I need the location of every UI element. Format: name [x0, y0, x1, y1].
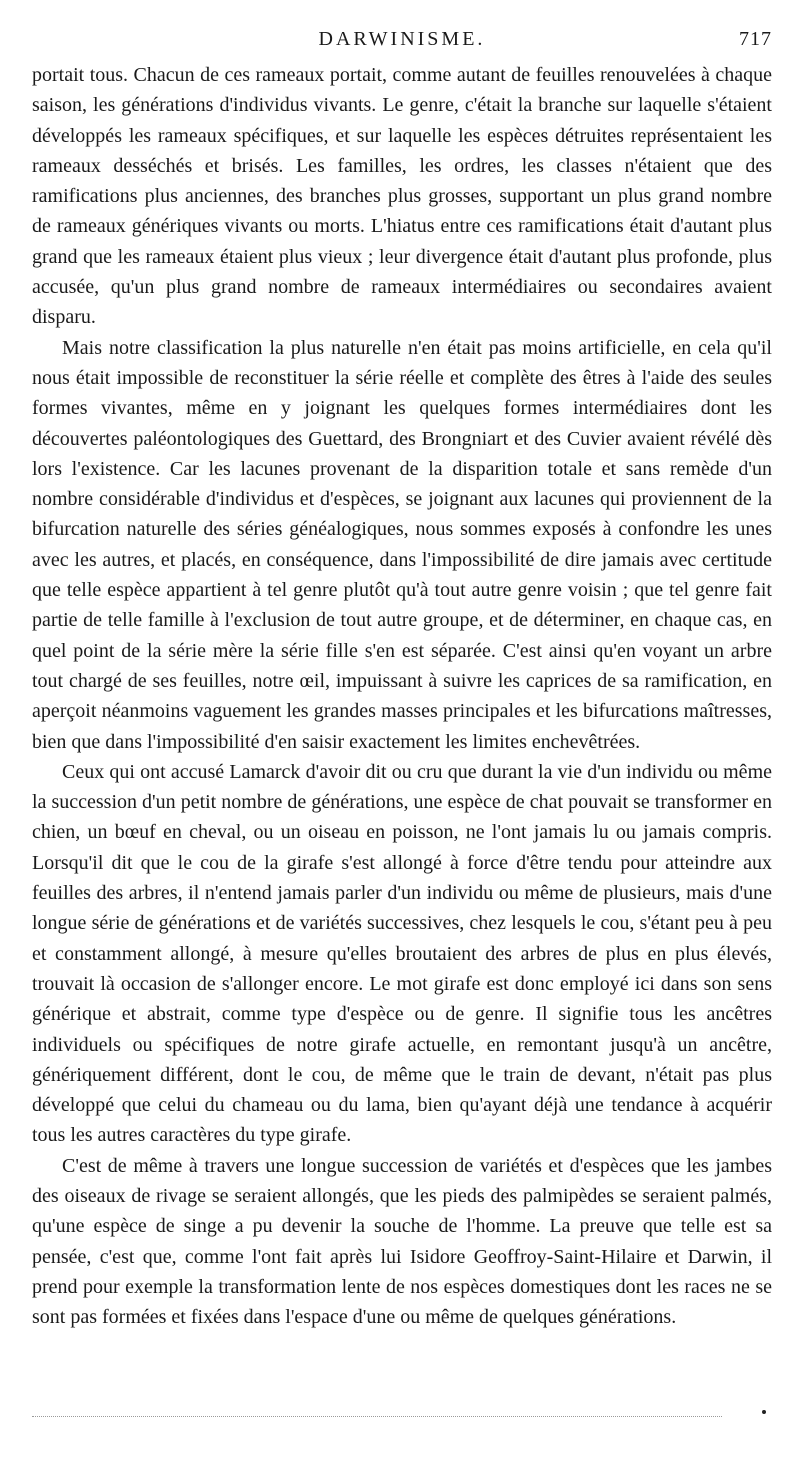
running-head-title: DARWINISME.	[318, 28, 486, 50]
book-page	[32, 28, 772, 1332]
ink-speck	[762, 1410, 766, 1414]
bottom-bleed-rule	[32, 1416, 722, 1417]
running-head	[32, 28, 772, 54]
paragraph-3: Ceux qui ont accusé Lamarck d'avoir dit ou cru que durant la vie d'un individu ou même la succession d'un petit nombre de générations, une espèce de chat pouvait se transformer en chien, un bœuf en cheval, ou un oiseau en poisson, ne l'ont jamais lu ou jamais compris. Lorsqu'il dit que le cou de la girafe s'est allongé à force d'être tendu pour atteindre aux feuilles des arbres, il n'entend jamais parler d'un individu ou même de plusieurs, mais d'une longue série de générations et de variétés successives, chez lesquels le cou, s'étant peu à peu et constamment allongé, à mesure qu'elles broutaient des arbres de plus en plus élevés, trouvait là occasion de s'allonger encore. Le mot girafe est donc employé ici dans son sens générique et abstrait, comme type d'espèce ou de genre. Il signifie tous les ancêtres individuels ou spécifiques de notre girafe actuelle, en remontant jusqu'à un ancêtre, génériquement différent, dont le cou, de même que le train de devant, n'était pas plus développé que celui du chameau ou du lama, bien qu'ayant déjà une tendance à acquérir tous les autres caractères du type girafe.	[32, 760, 772, 1147]
paragraph-1: portait tous. Chacun de ces rameaux portait, comme autant de feuilles renouvelées à chaque saison, les générations d'individus vivants. Le genre, c'était la branche sur laquelle s'étaient développés les rameaux spécifiques, et sur laquelle les espèces détruites représentaient les rameaux desséchés et brisés. Les familles, les ordres, les classes n'étaient que des ramifications plus anciennes, des branches plus grosses, supportant un plus grand nombre de rameaux génériques vivants ou morts. L'hiatus entre ces ramifications était d'autant plus grand que les rameaux étaient plus vieux ; leur divergence était d'autant plus profonde, plus accusée, qu'un plus grand nombre de rameaux intermédiaires ou secondaires avaient disparu.	[32, 64, 772, 329]
paragraph-4: C'est de même à travers une longue succession de variétés et d'espèces que les jambes des oiseaux de rivage se seraient allongés, que les pieds des palmipèdes se seraient palmés, qu'une espèce de singe a pu devenir la souche de l'homme. La preuve que telle est sa pensée, c'est que, comme l'ont fait après lui Isidore Geoffroy-Saint-Hilaire et Darwin, il prend pour exemple la transformation lente de nos espèces domestiques dont les races ne se sont pas formées et fixées dans l'espace d'une ou même de quelques générations.	[32, 1154, 772, 1329]
paragraph-2: Mais notre classification la plus naturelle n'en était pas moins artificielle, en cela qu'il nous était impossible de reconstituer la série réelle et complète des êtres à l'aide des seules formes vivantes, même en y joignant les quelques formes intermédiaires dont les découvertes paléontologiques des Guettard, des Brongniart et des Cuvier avaient révélé dès lors l'existence. Car les lacunes provenant de la disparition totale et sans remède d'un nombre considérable d'individus et d'espèces, se joignant aux lacunes qui proviennent de la bifurcation naturelle des séries généalogiques, nous sommes exposés à confondre les unes avec les autres, et placés, en conséquence, dans l'impossibilité de dire jamais avec certitude que telle espèce appartient à tel genre plutôt qu'à tout autre genre voisin ; que tel genre fait partie de telle famille à l'exclusion de tout autre groupe, et de déterminer, en chaque cas, en quel point de la série mère la série fille s'en est séparée. C'est ainsi qu'en voyant un arbre tout chargé de ses feuilles, notre œil, impuissant à suivre les caprices de sa ramification, en aperçoit néanmoins vaguement les grandes masses principales et les bifurcations maîtresses, bien que dans l'impossibilité d'en saisir exactement les limites enchevêtrées.	[32, 336, 772, 753]
body-text	[32, 60, 772, 1332]
page-number: 717	[739, 28, 772, 50]
